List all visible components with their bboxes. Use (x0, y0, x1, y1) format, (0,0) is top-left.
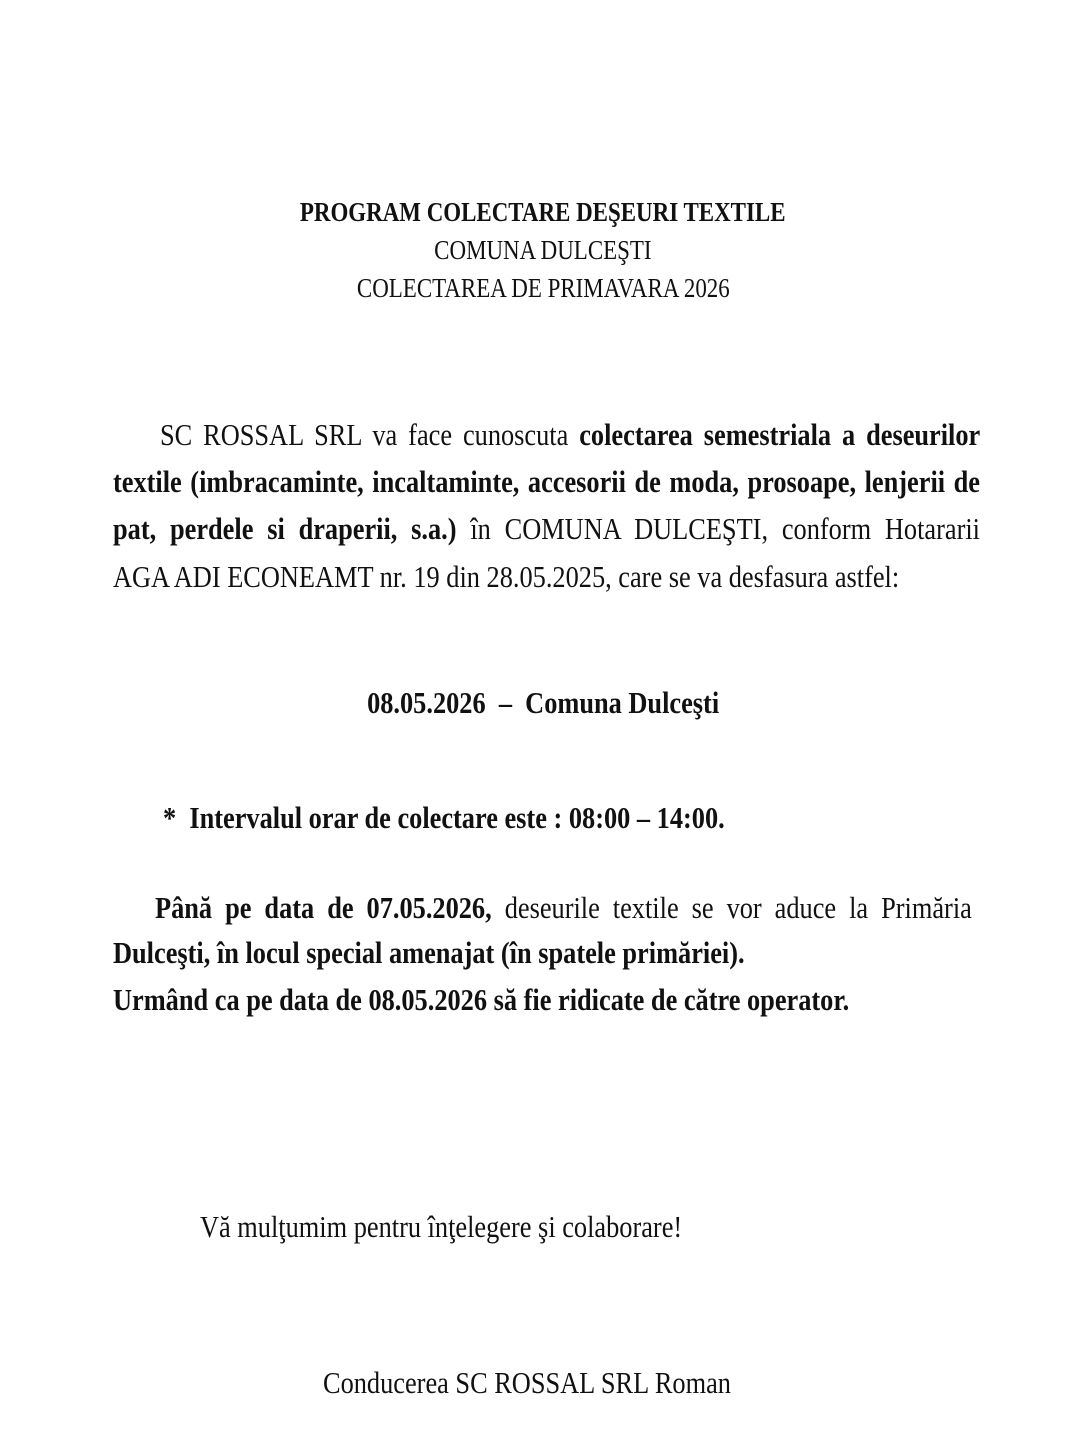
notice-line-2: Dulceşti, în locul special amenajat (în spatele primăriei). (113, 935, 745, 970)
title-text: PROGRAM COLECTARE DEŞEURI TEXTILE (300, 197, 786, 227)
document-title (0, 192, 1086, 232)
intro-bold-text: colectarea semestriala a deseurilor (579, 417, 981, 452)
collection-interval: * Intervalul orar de colectare este : 08:00 – 14:00. (163, 800, 725, 835)
document-season (0, 268, 1086, 308)
intro-text: în COMUNA DULCEŞTI, conform Hotararii (456, 511, 980, 546)
notice-line-3: Urmând ca pe data de 08.05.2026 să fie ridicate de către operator. (113, 982, 850, 1017)
notice-bold-text: Până pe data de 07.05.2026, (155, 890, 492, 925)
notice-text: deseurile textile se vor aduce la Primăria (491, 890, 972, 925)
intro-bold-text: pat, perdele si draperii, s.a.) (113, 511, 457, 546)
thanks-message: Vă mulţumim pentru înţelegere şi colaborare! (200, 1209, 683, 1244)
document-subtitle (0, 230, 1086, 270)
subtitle-text: COMUNA DULCEŞTI (434, 235, 652, 265)
intro-line-2: textile (imbracaminte, incaltaminte, accesorii de moda, prosoape, lenjerii de (113, 464, 980, 499)
season-text: COLECTAREA DE PRIMAVARA 2026 (356, 273, 730, 303)
intro-line-4: AGA ADI ECONEAMT nr. 19 din 28.05.2025, care se va desfasura astfel: (113, 559, 900, 594)
notice-line-1 (155, 888, 972, 928)
intro-line-3 (113, 509, 980, 549)
collection-date (0, 683, 1086, 723)
signature: Conducerea SC ROSSAL SRL Roman (323, 1365, 731, 1400)
intro-line-1 (160, 415, 980, 455)
date-text: 08.05.2026 – Comuna Dulceşti (366, 685, 720, 720)
intro-text: SC ROSSAL SRL va face cunoscuta (160, 417, 580, 452)
